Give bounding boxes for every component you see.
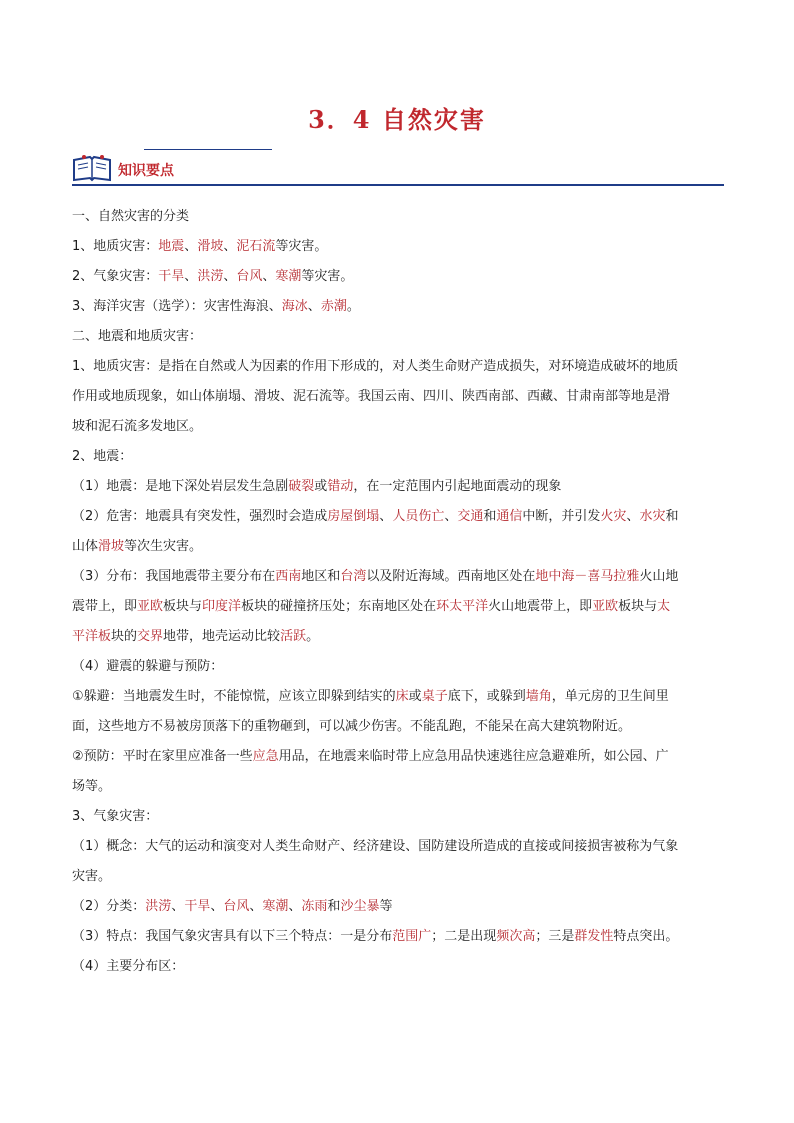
subheading-earthquake: 2、地震： <box>72 449 133 464</box>
line-avoid: ①躲避：当地震发生时，不能惊慌，应该立即躲到结实的床或桌子底下，或躲到墙角，单元房的卫生间里 <box>72 689 669 704</box>
heading-classification: 一、自然灾害的分类 <box>72 209 190 224</box>
banner-bottom-rule <box>72 184 724 186</box>
banner-top-rule <box>144 149 272 150</box>
line-meteorological: 2、气象灾害：干旱、洪涝、台风、寒潮等灾害。 <box>72 269 354 284</box>
line-marine: 3、海洋灾害（选学）：灾害性海浪、海冰、赤潮。 <box>72 299 360 314</box>
paragraph-line: （1）概念：大气的运动和演变对人类生命财产、经济建设、国防建设所造成的直接或间接损害被称为气象 <box>72 839 679 854</box>
line-distribution: （3）分布：我国地震带主要分布在西南地区和台湾以及附近海域。西南地区处在地中海－喜马拉雅火山地 <box>72 569 679 584</box>
line-weather-features: （3）特点：我国气象灾害具有以下三个特点：一是分布范围广；二是出现频次高；三是群发性特点突出。 <box>72 929 679 944</box>
line-definition: （1）地震：是地下深处岩层发生急剧破裂或错动，在一定范围内引起地面震动的现象 <box>72 479 562 494</box>
subheading-weather: 3、气象灾害： <box>72 809 159 824</box>
line-geological: 1、地质灾害：地震、滑坡、泥石流等灾害。 <box>72 239 328 254</box>
section-label: 知识要点 <box>118 163 174 179</box>
paragraph-line: 场等。 <box>72 779 112 794</box>
book-icon <box>72 154 112 184</box>
section-banner <box>72 146 724 188</box>
paragraph-line: 面，这些地方不易被房顶落下的重物砸到，可以减少伤害。不能乱跑，不能呆在高大建筑物附近。 <box>72 719 632 734</box>
subheading-main-areas: （4）主要分布区： <box>72 959 185 974</box>
line-distribution-end: 平洋板块的交界地带，地壳运动比较活跃。 <box>72 629 320 644</box>
page-title: 3．4 自然灾害 <box>308 105 486 134</box>
paragraph-line: 作用或地质现象，如山体崩塌、滑坡、泥石流等。我国云南、四川、陕西南部、西藏、甘肃南部等地是滑 <box>72 389 671 404</box>
heading-earthquake: 二、地震和地质灾害： <box>72 329 203 344</box>
line-weather-types: （2）分类：洪涝、干旱、台风、寒潮、冻雨和沙尘暴等 <box>72 899 393 914</box>
paragraph-line: 1、地质灾害：是指在自然或人为因素的作用下形成的，对人类生命财产造成损失，对环境造成破坏的地质 <box>72 359 679 374</box>
line-harm-cont: 山体滑坡等次生灾害。 <box>72 539 203 554</box>
paragraph-line: 灾害。 <box>72 869 112 884</box>
line-distribution-cont: 震带上，即亚欧板块与印度洋板块的碰撞挤压处；东南地区处在环太平洋火山地震带上，即亚欧板块与太 <box>72 599 671 614</box>
paragraph-line: 坡和泥石流多发地区。 <box>72 419 203 434</box>
document-body <box>72 202 726 982</box>
subheading-avoidance: （4）避震的躲避与预防： <box>72 659 224 674</box>
line-harm: （2）危害：地震具有突发性，强烈时会造成房屋倒塌、人员伤亡、交通和通信中断，并引发火灾、水灾和 <box>72 509 679 524</box>
line-prevent: ②预防：平时在家里应准备一些应急用品，在地震来临时带上应急用品快速逃往应急避难所，如公园、广 <box>72 749 669 764</box>
